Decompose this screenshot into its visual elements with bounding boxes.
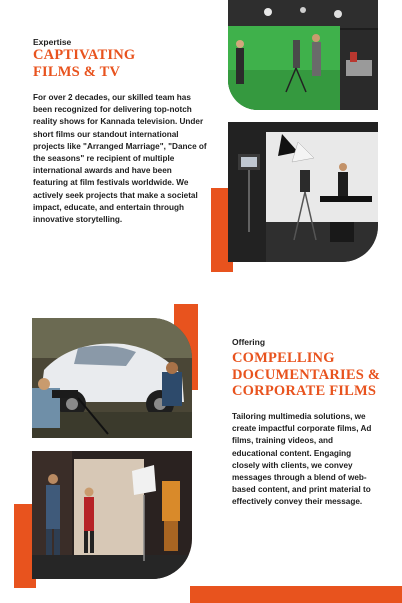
green-screen-studio-illustration xyxy=(228,0,378,110)
studio-lighting-image xyxy=(228,122,378,262)
films-tv-description: For over 2 decades, our skilled team has been recognized for delivering top-notch reality shows for Kannada television. Under short films our standout international projects like "Arranged Marriage", "Dance of the seasons" re recipient of multiple international awards and have been featuring at film festivals worldwide. We actively seek projects that make a societal impact, educate, and entertain through innovative storytelling. xyxy=(33,93,207,225)
documentaries-corporate-heading xyxy=(232,350,380,400)
heading-line: COMPELLING xyxy=(232,350,335,366)
photo-studio-illustration xyxy=(32,451,192,579)
heading-line: CORPORATE FILMS xyxy=(232,383,377,399)
car-shoot-illustration xyxy=(32,318,192,438)
heading-line: FILMS & TV xyxy=(33,63,121,80)
heading-line: CAPTIVATING xyxy=(33,47,136,63)
heading-line: DOCUMENTARIES & xyxy=(232,366,381,383)
studio-lighting-illustration xyxy=(228,122,378,262)
car-shoot-image xyxy=(32,318,192,438)
bottom-orange-bar xyxy=(190,586,402,603)
captivating-films-heading xyxy=(33,47,135,80)
photo-studio-image xyxy=(32,451,192,579)
offering-eyebrow: Offering xyxy=(232,337,266,347)
green-screen-studio-image xyxy=(228,0,378,110)
expertise-eyebrow: Expertise xyxy=(33,37,72,47)
documentaries-description: Tailoring multimedia solutions, we create impactful corporate films, Ad films, training videos, and educational content. Engaging closely with clients, we convey messages through a blend of web-based content, and print material to effectively convey their message. xyxy=(232,412,372,507)
